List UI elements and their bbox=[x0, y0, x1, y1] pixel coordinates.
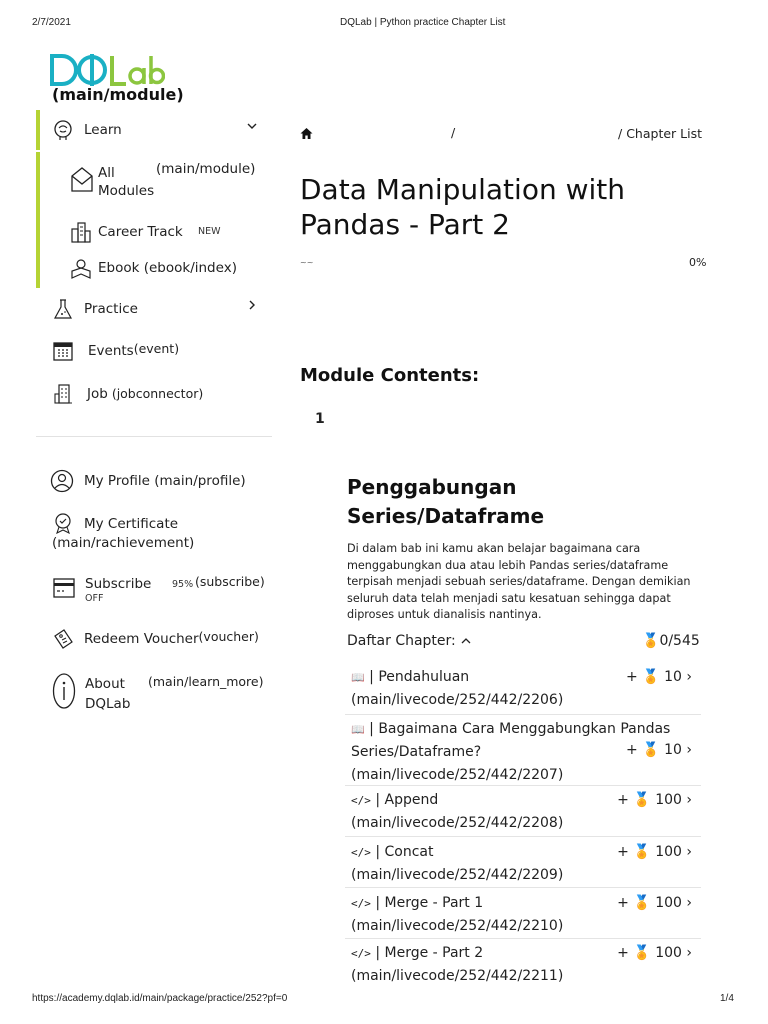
chapter-title: | Pendahuluan bbox=[369, 669, 470, 685]
chapter-total bbox=[642, 633, 700, 649]
certificate-alt: (main/rachievement) bbox=[52, 535, 195, 551]
sidebar-item-label: Ebook (ebook/index) bbox=[98, 260, 237, 276]
chapter-divider bbox=[345, 887, 701, 888]
all-modules-alt: (main/module) bbox=[156, 161, 256, 177]
chapter-list-label: Daftar Chapter: bbox=[347, 633, 456, 649]
chevron-right-icon: › bbox=[686, 895, 692, 911]
chapter-row[interactable] bbox=[351, 841, 696, 887]
chapter-row[interactable] bbox=[351, 892, 696, 938]
book-icon: 📖 bbox=[351, 723, 365, 736]
learn-active-bar bbox=[36, 110, 40, 150]
sidebar-item-redeem-voucher[interactable] bbox=[52, 628, 259, 650]
code-icon: </> bbox=[351, 947, 371, 960]
office-building-icon bbox=[52, 383, 74, 405]
logo-alt-text: (main/module) bbox=[52, 85, 184, 104]
reader-icon bbox=[70, 258, 92, 280]
chevron-down-icon[interactable] bbox=[246, 120, 258, 134]
chapter-link: (main/livecode/252/442/2206) bbox=[351, 692, 564, 708]
sidebar-item-about[interactable] bbox=[52, 672, 86, 710]
sidebar-item-label: Events bbox=[88, 343, 134, 359]
code-icon: </> bbox=[351, 794, 371, 807]
points-value: + 🏅 100 bbox=[617, 792, 682, 808]
breadcrumb-chapter-list: Chapter List bbox=[626, 126, 703, 141]
learn-submenu-bar bbox=[36, 152, 40, 288]
subscribe-status: OFF bbox=[85, 593, 104, 604]
breadcrumb-separator: / bbox=[451, 125, 456, 140]
brain-head-icon bbox=[52, 119, 74, 141]
chevron-right-icon: › bbox=[686, 742, 692, 758]
chapter-divider bbox=[345, 785, 701, 786]
about-alt: (main/learn_more) bbox=[148, 674, 264, 689]
calendar-icon bbox=[52, 340, 74, 362]
buildings-icon bbox=[70, 221, 92, 243]
all-modules-label[interactable] bbox=[98, 164, 154, 200]
card-description: Di dalam bab ini kamu akan belajar bagaimana cara menggabungkan dua atau lebih Pandas series/dataframe terpisah menjadi sebuah series/dataframe. Dengan demikian seluruh data telah menjadi satu kesatuan sehingga dapat diproses untuk dianalisis nantinya. bbox=[347, 542, 691, 622]
chapter-title: | Merge - Part 2 bbox=[375, 945, 484, 961]
chapter-row[interactable] bbox=[351, 718, 696, 787]
about-line1: About bbox=[85, 676, 125, 692]
chevron-right-icon: › bbox=[686, 844, 692, 860]
envelope-open-icon bbox=[70, 164, 94, 194]
chapter-total-value: 0/545 bbox=[659, 633, 700, 649]
chapter-points bbox=[626, 666, 692, 689]
sidebar-item-subscribe[interactable] bbox=[53, 576, 85, 600]
chapter-link: (main/livecode/252/442/2208) bbox=[351, 815, 564, 831]
breadcrumb-separator: / bbox=[618, 126, 623, 141]
chapter-link: (main/livecode/252/442/2211) bbox=[351, 968, 564, 984]
chevron-right-icon[interactable] bbox=[247, 299, 257, 314]
subscribe-alt: (subscribe) bbox=[195, 574, 265, 589]
job-alt: (jobconnector) bbox=[111, 386, 204, 401]
about-label-group[interactable] bbox=[85, 675, 130, 713]
new-badge: NEW bbox=[198, 226, 221, 237]
info-icon bbox=[52, 672, 76, 710]
print-url: https://academy.dqlab.id/main/package/practice/252?pf=0 bbox=[32, 993, 288, 1004]
subscribe-label-group[interactable] bbox=[85, 575, 151, 604]
sidebar-item-my-profile[interactable] bbox=[50, 469, 246, 493]
chapter-points bbox=[617, 789, 692, 812]
points-value: + 🏅 100 bbox=[617, 895, 682, 911]
sidebar-item-label: Redeem Voucher bbox=[84, 631, 199, 647]
chapter-title: | Bagaimana Cara Menggabungkan Pandas Series/Dataframe? bbox=[351, 721, 671, 760]
print-page: 1/4 bbox=[720, 993, 734, 1004]
chapter-title: | Append bbox=[375, 792, 439, 808]
chapter-link: (main/livecode/252/442/2209) bbox=[351, 867, 564, 883]
sidebar-item-events[interactable] bbox=[52, 340, 179, 362]
sidebar-item-label: My Profile (main/profile) bbox=[84, 473, 246, 489]
all-modules-line1: All bbox=[98, 165, 115, 181]
sidebar-item-my-certificate[interactable] bbox=[52, 512, 178, 534]
sidebar-item-label: Learn bbox=[84, 122, 122, 138]
chapter-points bbox=[617, 892, 692, 915]
certificate-badge-icon bbox=[52, 512, 74, 534]
about-line2: DQLab bbox=[85, 696, 131, 712]
module-contents-heading: Module Contents: bbox=[300, 365, 480, 386]
sidebar-item-label: My Certificate bbox=[84, 516, 179, 532]
points-value: + 🏅 100 bbox=[617, 945, 682, 961]
all-modules-line2: Modules bbox=[98, 183, 155, 199]
code-icon: </> bbox=[351, 897, 371, 910]
sidebar-item-practice[interactable] bbox=[52, 298, 138, 320]
sidebar-item-label: Career Track bbox=[98, 224, 183, 240]
user-circle-icon bbox=[50, 469, 74, 493]
points-value: + 🏅 100 bbox=[617, 844, 682, 860]
book-icon: 📖 bbox=[351, 671, 365, 684]
print-date: 2/7/2021 bbox=[32, 17, 71, 28]
breadcrumb-current[interactable] bbox=[618, 126, 702, 141]
chapter-link: (main/livecode/252/442/2210) bbox=[351, 918, 564, 934]
sidebar-item-career-track[interactable] bbox=[70, 221, 183, 243]
home-icon[interactable] bbox=[300, 127, 313, 143]
chapter-title: | Concat bbox=[375, 844, 434, 860]
subscribe-percent: 95% bbox=[172, 579, 194, 590]
sidebar-divider bbox=[36, 436, 272, 437]
chevron-right-icon: › bbox=[686, 669, 692, 685]
chapter-points bbox=[626, 739, 692, 762]
sidebar-item-label: Practice bbox=[84, 301, 138, 317]
page-title: Data Manipulation with Pandas - Part 2 bbox=[300, 173, 625, 241]
sidebar-item-job[interactable] bbox=[52, 383, 203, 405]
chapter-row[interactable] bbox=[351, 942, 696, 988]
chapter-points bbox=[617, 942, 692, 965]
chevron-up-icon bbox=[460, 633, 472, 649]
sidebar-item-learn[interactable] bbox=[52, 119, 122, 141]
chapter-row[interactable] bbox=[351, 666, 696, 712]
points-value: + 🏅 10 bbox=[626, 669, 682, 685]
chapter-link: (main/livecode/252/442/2207) bbox=[351, 767, 564, 783]
redeem-alt: (voucher) bbox=[198, 629, 259, 644]
print-title: DQLab | Python practice Chapter List bbox=[340, 17, 506, 28]
voucher-tag-icon bbox=[52, 628, 74, 650]
events-alt: (event) bbox=[133, 341, 180, 356]
medal-icon: 🏅 bbox=[642, 633, 660, 649]
points-value: + 🏅 10 bbox=[626, 742, 682, 758]
chapter-divider bbox=[345, 714, 701, 715]
sidebar-item-label: Subscribe bbox=[85, 576, 152, 592]
progress-bar: ~~ bbox=[300, 258, 314, 267]
chapter-title: | Merge - Part 1 bbox=[375, 895, 484, 911]
sidebar-item-label: Job bbox=[87, 386, 108, 402]
chevron-right-icon: › bbox=[686, 945, 692, 961]
credit-card-icon bbox=[53, 576, 75, 600]
chapter-divider bbox=[345, 836, 701, 837]
module-index: 1 bbox=[315, 411, 325, 427]
sidebar-item-ebook[interactable] bbox=[70, 258, 237, 280]
chapter-row[interactable] bbox=[351, 789, 696, 835]
progress-percent: 0% bbox=[689, 256, 707, 269]
chapter-divider bbox=[345, 938, 701, 939]
chevron-right-icon: › bbox=[686, 792, 692, 808]
flask-icon bbox=[52, 298, 74, 320]
chapter-points bbox=[617, 841, 692, 864]
card-title: Penggabungan Series/Dataframe bbox=[347, 475, 545, 528]
chapter-list-toggle[interactable] bbox=[347, 633, 472, 649]
code-icon: </> bbox=[351, 846, 371, 859]
